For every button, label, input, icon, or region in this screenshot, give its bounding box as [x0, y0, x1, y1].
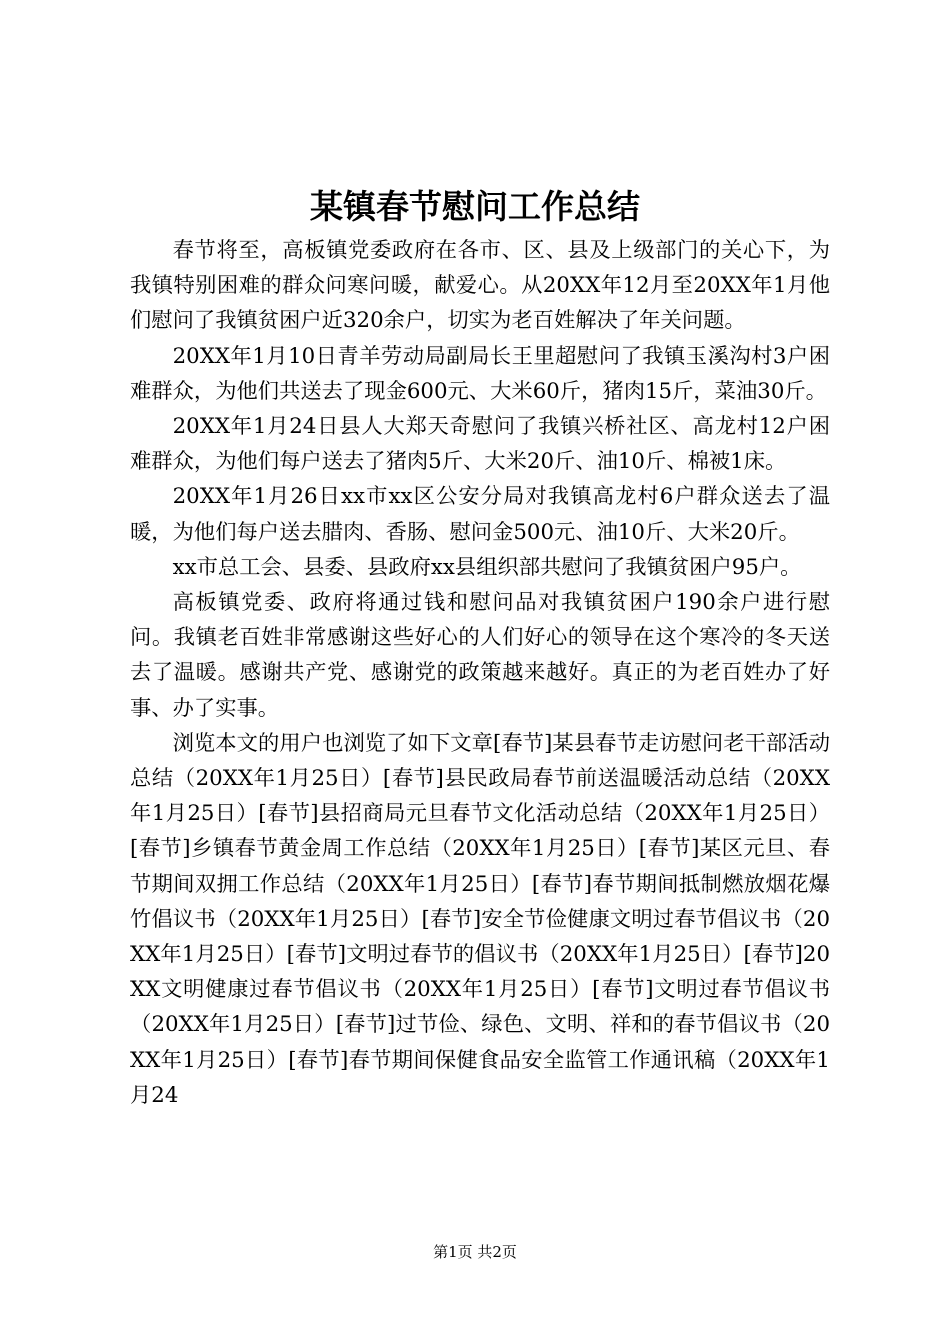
page-footer: 第1页 共2页 [433, 1243, 517, 1261]
paragraph-jan26: 20XX年1月26日xx市xx区公安分局对我镇高龙村6户群众送去了温暖，为他们每户送去腊肉、香肠、慰问金500元、油10斤、大米20斤。 [130, 484, 830, 545]
paragraph-summary: 高板镇党委、政府将通过钱和慰问品对我镇贫困户190余户进行慰问。我镇老百姓非常感谢这些好心的人们好心的领导在这个寒冷的冬天送去了温暖。感谢共产党、感谢党的政策越来越好。真正的为老百姓办了好事、办了实事。 [130, 590, 830, 721]
paragraph-union: xx市总工会、县委、县政府xx县组织部共慰问了我镇贫困户95户。 [172, 554, 802, 580]
document-title: 某镇春节慰问工作总结 [310, 187, 640, 226]
paragraph-jan24: 20XX年1月24日县人大郑天奇慰问了我镇兴桥社区、高龙村12户困难群众，为他们每户送去了猪肉5斤、大米20斤、油10斤、棉被1床。 [130, 414, 830, 475]
paragraph-related-articles: 浏览本文的用户也浏览了如下文章[春节]某县春节走访慰问老干部活动总结（20XX年1月25日）[春节]县民政局春节前送温暖活动总结（20XX年1月25日）[春节]县招商局元旦春节文化活动总结（20XX年1月25日）[春节]乡镇春节黄金周工作总结（20XX年1月25日）[春节]某区元旦、春节期间双拥工作总结（20XX年1月25日）[春节]春节期间抵制燃放烟花爆竹倡议书（20XX年1月25日）[春节]安全节俭健康文明过春节倡议书（20XX年1月25日）[春节]文明过春节的倡议书（20XX年1月25日）[春节]20XX文明健康过春节倡议书（20XX年1月25日）[春节]文明过春节倡议书（20XX年1月25日）[春节]过节俭、绿色、文明、祥和的春节倡议书（20XX年1月25日）[春节]春节期间保健食品安全监管工作通讯稿（20XX年1月24 [130, 730, 830, 1108]
paragraph-jan10: 20XX年1月10日青羊劳动局副局长王里超慰问了我镇玉溪沟村3户困难群众，为他们共送去了现金600元、大米60斤，猪肉15斤，菜油30斤。 [130, 343, 830, 404]
paragraph-intro: 春节将至，高板镇党委政府在各市、区、县及上级部门的关心下，为我镇特别困难的群众问寒问暖，献爱心。从20XX年12月至20XX年1月他们慰问了我镇贫困户近320余户，切实为老百姓解决了年关问题。 [130, 238, 830, 334]
document-body [130, 233, 830, 1113]
